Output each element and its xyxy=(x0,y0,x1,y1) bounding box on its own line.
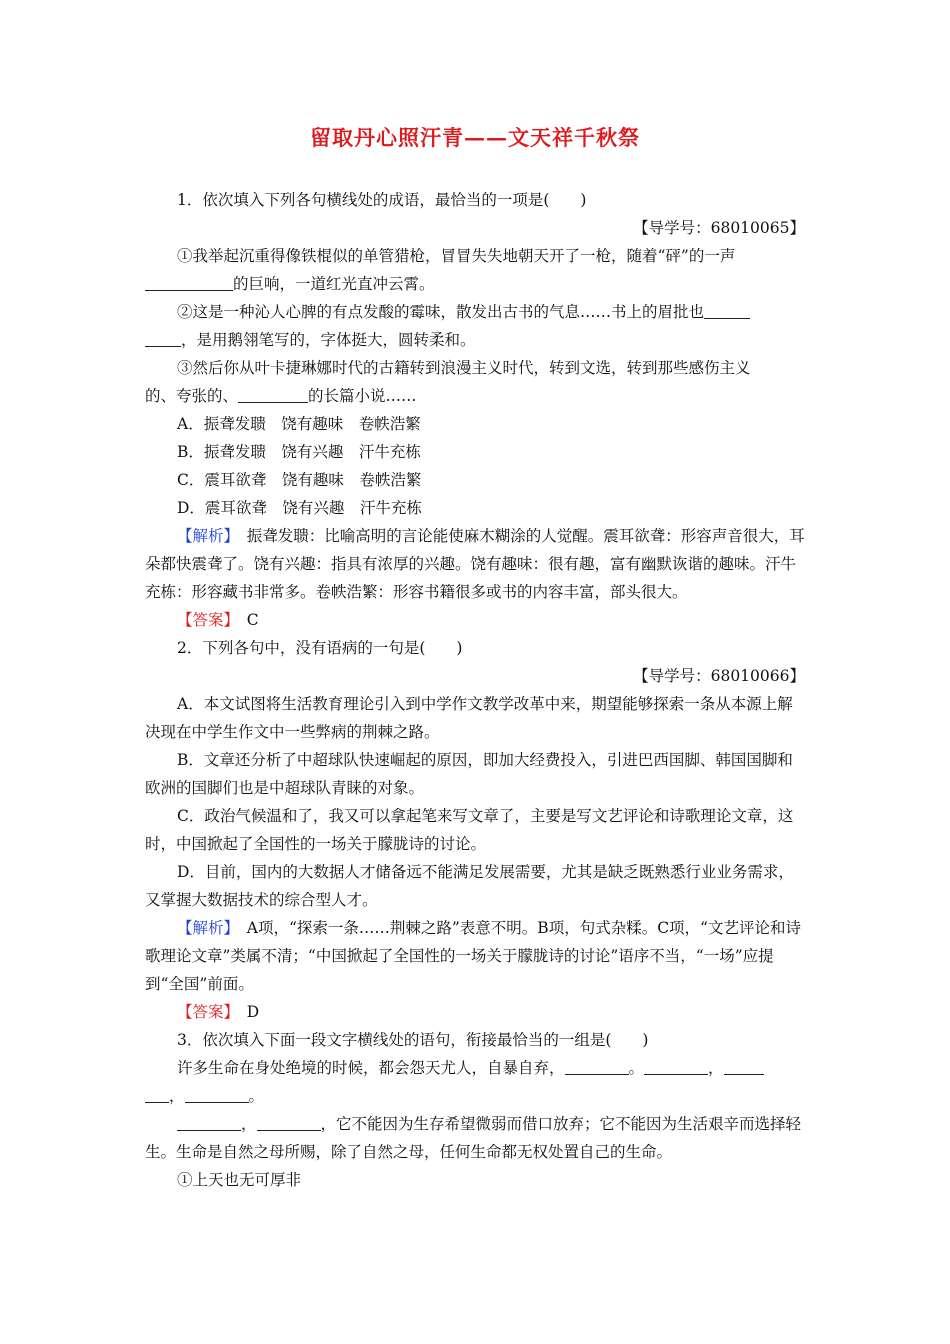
fill-blank xyxy=(177,1115,241,1132)
q1-sentence-1b: 的巨响，一道红光直冲云霄。 xyxy=(145,270,805,298)
q2-option-c: C．政治气候温和了，我又可以拿起笔来写文章了，主要是写文艺评论和诗歌理论文章，这时，中国掀起了全国性的一场关于朦胧诗的讨论。 xyxy=(145,807,794,853)
question-content xyxy=(145,186,805,1194)
q1-sentence-1a: ①我举起沉重得像铁棍似的单管猎枪，冒冒失失地朝天开了一枪，随着“砰”的一声 xyxy=(177,247,736,265)
q1-sentence-2a: ②这是一种沁人心脾的有点发酸的霉味，散发出古书的气息……书上的眉批也 xyxy=(145,298,805,326)
q1-sentence-3a: ③然后你从叶卡捷琳娜时代的古籍转到浪漫主义时代，转到文选，转到那些感伤主义 xyxy=(177,359,751,377)
q1-option-c: C．震耳欲聋 饶有趣味 卷帙浩繁 xyxy=(177,471,422,489)
q1-answer: 【答案】 C xyxy=(177,611,259,629)
q1-stem: 1．依次填入下列各句横线处的成语，最恰当的一项是( ) xyxy=(177,191,587,209)
q2-option-b: B．文章还分析了中超球队快速崛起的原因，即加大经费投入，引进巴西国脚、韩国国脚和欧洲的国脚们也是中超球队青睐的对象。 xyxy=(145,751,793,797)
q1-option-a: A．振聋发聩 饶有趣味 卷帙浩繁 xyxy=(177,415,421,433)
q1-sentence-3b: 的、夸张的、 的长篇小说…… xyxy=(145,387,417,405)
q2-guide-number: 【导学号：68010066】 xyxy=(633,667,805,685)
analysis-label: 【解析】 xyxy=(177,919,232,937)
fill-blank xyxy=(704,303,750,320)
fill-blank xyxy=(185,1087,249,1104)
q1-guide-number: 【导学号：68010065】 xyxy=(633,219,805,237)
q2-stem: 2．下列各句中，没有语病的一句是( ) xyxy=(177,639,463,657)
q1-analysis: 【解析】 振聋发聩：比喻高明的言论能使麻木糊涂的人觉醒。震耳欲聋：形容声音很大，耳朵都快震聋了。饶有兴趣：指具有浓厚的兴趣。饶有趣味：很有趣，富有幽默诙谐的趣味。汗牛充栋：形容藏书非常多。卷帙浩繁：形容书籍很多或书的内容丰富，部头很大。 xyxy=(145,527,805,601)
q2-option-a: A．本文试图将生活教育理论引入到中学作文教学改革中来，期望能够探索一条从本源上解决现在中学生作文中一些弊病的荆棘之路。 xyxy=(145,695,793,741)
fill-blank xyxy=(145,1087,169,1104)
q1-option-d: D．震耳欲聋 饶有兴趣 汗牛充栋 xyxy=(177,499,422,517)
q3-stem: 3．依次填入下面一段文字横线处的语句，衔接最恰当的一组是( ) xyxy=(177,1031,649,1049)
q3-passage-1: 许多生命在身处绝境的时候，都会怨天尤人，自暴自弃， 。 ， ， 。 xyxy=(145,1054,805,1110)
answer-label: 【答案】 xyxy=(177,1003,232,1021)
q2-analysis: 【解析】 A项，“探索一条……荆棘之路”表意不明。B项，句式杂糅。C项，“文艺评论和诗歌理论文章”类属不清；“中国掀起了全国性的一场关于朦胧诗的讨论”语序不当，“一场”应提到“全国”前面。 xyxy=(145,919,801,993)
q2-answer: 【答案】 D xyxy=(177,1003,260,1021)
q3-item-1: ①上天也无可厚非 xyxy=(177,1171,302,1189)
q2-option-d: D．目前，国内的大数据人才储备远不能满足发展需要，尤其是缺乏既熟悉行业业务需求，又掌握大数据技术的综合型人才。 xyxy=(145,863,794,909)
fill-blank xyxy=(257,1115,321,1132)
page-title: 留取丹心照汗青——文天祥千秋祭 xyxy=(310,125,640,150)
fill-blank xyxy=(644,1059,708,1076)
q1-option-b: B．振聋发聩 饶有兴趣 汗牛充栋 xyxy=(177,443,421,461)
analysis-label: 【解析】 xyxy=(177,527,232,545)
fill-blank xyxy=(565,1059,629,1076)
fill-blank xyxy=(724,1059,764,1076)
q3-passage-2: ， ，它不能因为生存希望微弱而借口放弃；它不能因为生活艰辛而选择轻生。生命是自然之母所赐，除了自然之母，任何生命都无权处置自己的生命。 xyxy=(145,1115,802,1161)
fill-blank xyxy=(238,387,308,404)
fill-blank xyxy=(145,275,233,292)
answer-label: 【答案】 xyxy=(177,611,232,629)
fill-blank xyxy=(145,331,181,348)
q1-sentence-2b: ，是用鹅翎笔写的，字体挺大，圆转柔和。 xyxy=(145,326,805,354)
